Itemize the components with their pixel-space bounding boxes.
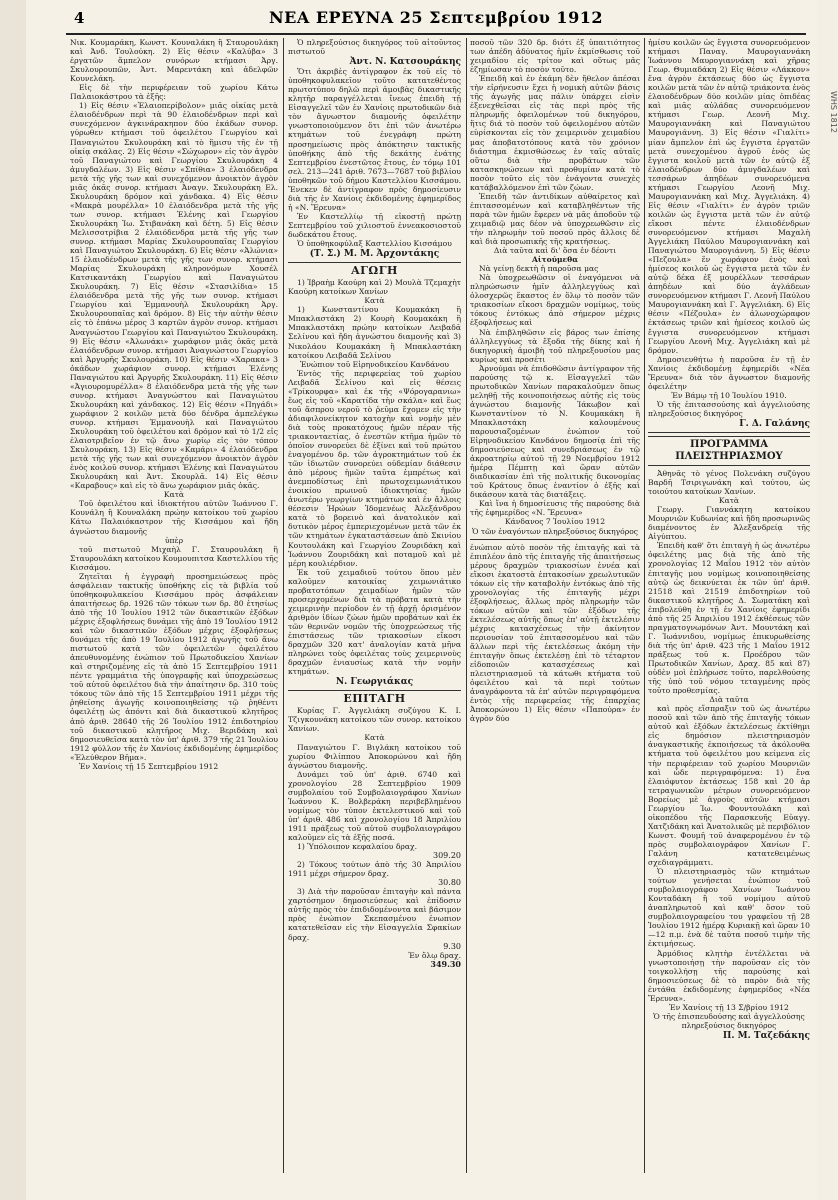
paragraph: ἐνώπιον αὐτὸ ποσὸν τῆς ἐπιταγῆς καὶ τὰ ἐπιπλέον ἀπὸ τῆς ἐπιταγῆς τῆς ἀπαιτήσεως μέρους δραχμῶν τριακοσίων ἐννέα καὶ εἴκοσι ἑκατοστὰ ἑπτακοσίων χρεωλυτικῶν τόκων εἰς τὴν καταβολὴν ἐντόκως ἀπὸ τῆς χρονολογίας τῆς ἐπιταγῆς μέχρι ἐξοφλήσεως, ἄλλως πρὸς πληρωμὴν τῶν τόκων αὐτῶν καὶ τῶν ἐξόδων τῆς ἐκτελέσεως αὐτῆς ὅπως ἐπ' αὐτῇ ἐκτελέσιν μέχρις κατασχέσεως τὴν ἀκίνητον περιουσίαν τοῦ ἐπιτασσομένου καὶ τῶν ἄλλων περὶ τῆς ἐκτελέσεως ἀκόμη τὴν ἐπιταγὴν ὅπως ἐκτελέσῃ ἐπὶ τὸ τέταρτον εἰδοποιῶν κατασχέσεως καὶ πλειστηριασμοῦ τὰ κάτωθι κτήματα τοῦ ὀφειλέτου καὶ τὰ περὶ τούτων ἀναγράφοντα τὰ ἐπ' αὐτῶν περιγραφόμενα ἐντὸς τῆς περιφερείας τῆς ἐπαρχίας Ἀποκορώνου 1) Εἰς θέσιν «Παπούρα» ἐν ἀγρὸν δύο [470,542,640,724]
paragraph: Ἐπειδὴ τῶν ἀντιδίκων αὐθαίρετος καὶ ἐπιτασσομένων καὶ καταβληθέντων τῆς παρὰ τῶν ἡμῶν ἔφερεν νὰ μᾶς ἀποδοῦν τῷ χειμαδιῷ μας δέον νὰ ὑποχρεωθῶσιν εἰς τὴν πληρωμὴν τοῦ ποσοῦ πρὸς ἄλλοις δὲ καὶ διὰ προσωπικῆς τῆς κρατήσεως. [470,191,640,247]
paragraph: Διὰ ταῦτα καὶ δι' ὅσα ἐν δέοντι [493,246,617,256]
kata-label: Κατὰ [163,490,185,500]
page-number: 4 [74,9,85,27]
column-rule [466,38,467,1173]
amount-item-value: 9.30 [443,941,461,951]
paragraph: Ἀθηνᾶς τὸ γένος Πολενάκη συζύγου Βαρδῆ Τσιριγωνάκη καὶ τούτου, ὡς τοιούτου κατοίκων Χανίων. [648,469,810,497]
signature: Γ. Δ. Γαλάνης [739,418,810,429]
column-4 [648,38,810,1173]
column-1 [70,38,278,1173]
signature: Π. Μ. Ταζεδάκης [722,1030,810,1041]
paragraph: Ἀρνούμαι νὰ ἐπιδοθῶσιν ἀντίγραφον τῆς παρούσης τῷ κ. Εἰσαγγελεῖ τῶν πρωτοδικῶν Χανίων παρακαλοῦμεν ὅπως μεληθῇ τῆς κοινοποιήσεως αὐτῆς εἰς τοὺς ἀγνώστου διαμονῆς Ἰάκωβον καὶ Κωνσταντίνον τὸ Ν. Κουμακάκη ἢ Μπακλαστάκη καλουμένους παρουσιαζομένων ἐνώπιον τοῦ Εἰρηνοδικείου Κανδάνου δημοσίᾳ ἐπὶ τῆς δημοσιεύσεως καὶ συνεδριάσεως ἐν τῷ ἀκροατηρίῳ αὐτοῦ τῇ 29 Νοεμβρίου 1912 ἡμέρᾳ Πέμπτῃ καὶ ὥραν αὐτῶν διαδικασίαν ἐπὶ τῆς πολιτικῆς δικονομίας τοῦ Κράτους ὅπως ἐναντίον ὁ ἐξῆς καὶ δικάσουν κατὰ τὰς διατάξεις. [470,363,640,500]
divider [288,262,461,263]
amount-item-label: 2) Τόκους τούτων ἀπὸ τῆς 30 Ἀπριλίου 1911 μέχρι σήμερον δραχ. [288,860,461,879]
signature: Ν. Γεωργιάκας [335,677,414,688]
paragraph: ἡμίσυ κοιλῶν ὡς ἔγγιστα συνορευόμενον κτήμασι Παναγ. Μαυρογιαννάκη Ἰωάννου Μαυρογιαννάκη καὶ χῆρας Γεωρ. Θυμιαδάκη 2) Εἰς θέσιν «Λάκκον» ἕνα ἀγρὸν ἐκτάσεως δύο ὡς ἔγγιστα κοιλῶν μετὰ τῶν ἐν αὐτῷ τριάκοντα ἑνὸς ἐλαιοδένδρων δύο κοιλῶν μίας ὀπιδέας καὶ μιᾶς αὐλάδας συνορευόμενον κτήμασι Γεωρ. Λεονῆ Μιχ. Μαυρογιαννάκη καὶ Παναγιώτου Μαυρογιάννη. 3) Εἰς θέσιν «Γιαλίτι» μίαν ἄμπελον ἐπὶ ὡς ἔγγιστα ἐργατῶν μετὰ συνεχομένου ἀγροῦ ἑνὸς ὡς ἔγγιστα κοιλοῦ μετὰ τῶν ἐν αὐτῷ ἐξ ἐλαιοδένδρων δύο ἀμυγδαλέων καὶ τεσσάρων ἀπηδέων συνορευόμενα κτήμασι Γεωργίου Λεονῆ Μιχ. Μαυρογιαννάκη καὶ Μιχ. Ἀγγελιάκη. 4) Εἰς θέσιν «Γιαλίτι» ἐν ἀγρὸν τριῶν κοιλῶν ὡς ἔγγιστα μετὰ τῶν ἐν αὐτῷ εἴκοσι πέντε ἐλαιοδένδρων συνορευόμενον κτήμασι Μαχαλὴ Ἀγγελιάκη Παύλου Μαυρογιαννάκη καὶ Παναγιώτου Μαυρογιάννη. 5) Εἰς θέσιν «Πεζουλα» ἕν χωράφιον ἑνὸς καὶ ἡμίσεος κοιλοῦ ὡς ἔγγιστα μετὰ τῶν ἐν αὐτῷ δέκα ἐξ μουρέλλων τεσσάρων ἀπηδέων καὶ δύο ἀγλάδεων συνορευόμενον κτήμασι Γ. Λεονῆ Παύλου Μαυρογιαννάκη καὶ Γ. Ἀγγελιάκη. 6) Εἰς θέσιν «Πέζουλα» ἐν ἀλωνοχώραφον ἐκτάσεως τριῶν καὶ ἡμίσεος κοιλοῦ ὡς ἔγγιστα συνορευόμενον κτήμασι Γεωργίου Λεονῆ Μιχ. Ἀγγελιάκη καὶ μὲ δρόμον. [648,38,810,355]
dateline: Κάνδανος 7 Ἰουλίου 1912 [504,517,606,527]
paragraph: Τοῦ ὀφειλέτου καὶ ἰδιοκτήτου αὐτῶν Ἰωάννου Γ. Κουνάλη ἢ Κουναλάκη πρώην κατοίκου τοῦ χωρίου Κάτω Παλαιόκαστρον τῆς Κισσάμου καὶ ἤδη ἀγνώστου διαμονῆς [70,499,278,536]
section-heading-programma: ΠΡΟΓΡΑΜΜΑ ΠΛΕΙΣΤΗΡΙΑΣΜΟΥ [648,436,810,466]
signature: (Τ. Σ.) Μ. Μ. Ἀρχοντάκης [309,249,440,260]
paragraph: Ἐπειδὴ καὶ ἐν ἐκάμη δὲν ἤθελον ἀπέσαι τὴν εἰρήνευσιν ἔχει ἡ νομικὴ αὐτῶν βάσις τῆς ἀγωγῆς μας πάλιν ὑπάρχει εἰσὶν ἐξενεχθεῖσαι εἰς τὰς περὶ πρὸς τῆς πληρωμῆς ὀφειλομένων τοῦ δικηγόρου, ἥτις διά τὸ ποσὸν τοῦ ὀφειλομένου αὐτῶν εὑρίσκονται εἰς τὸν χειμερινὸν χειμαδίου μας ἀποβατοτόπους κατὰ τὸν χρόνιον διάστημα ἐκμισθώσεως ἐν ταῖς αὐταῖς οὕτω διὰ τὴν προβάτων τῶν κατασκηνώσεων καὶ προθυμίαν κατὰ τὸ ποσὸν τοῦτο εἰς τὸν ἐνάγοντα συνεχὲς κατάβαλλόμενον ἐπὶ τῶν ζώων. [470,74,640,192]
paragraph: Ὁ τῆς ἐπιτασσούσης καὶ ἀγγελιούσης πληρεξούσιος δικηγόρος [648,399,810,418]
newspaper-title: ΝΕΑ ΕΡΕΥΝΑ 25 Σεπτεμβρίου 1912 [269,8,603,27]
paragraph: Νικ. Κουμαράκη, Κωνστ. Κουναλάκη ἢ Σταυρουλάκη καὶ Ἀνδ. Τουλούκη. 2) Εἰς θέσιν «Καλύβα» 3 ἐργατῶν ἄμπελον συνόρων κτήμασι Ἀργ. Σκυλουρουπῶν, Ἀντ. Μαρεντάκη καὶ ἀδελφῶν Κουνελάκη. [70,38,278,84]
paragraph: Ζητεῖται ἡ ἐγγραφὴ προσημειώσεως πρὸς ἀσφάλειαν τακτικῆς ὑποθήκης εἰς τὰ βιβλία τοῦ ὑποθηκοφυλακείου Κισσάμου πρὸς ἀσφάλειαν ἀπαιτήσεως δρ. 1926 τῶν τόκων των δρ. 80 ἑτησίως ἀπὸ τῆς 10 Ἰουλίου 1912 τῶν δικαστικῶν ἐξόδων μέχρις ἐξοφλήσεως δυνάμει τῆς ἀπὸ 19 Ἰουλίου 1912 καὶ τῶν δικαστικῶν ἐξόδων μέχρις ἐξοφλήσεως δυνάμει τῆς ἀπὸ 19 Ἰουλίου 1912 ἀγωγῆς τοῦ ἄνω πιστωτοῦ κατὰ τῶν ὀφειλετῶν ὀφειλέτου ἀπευθυνομένης ἐνώπιον τοῦ Πρωτοδικείου Χανίων καὶ στηριζομένης εἰς τὰ ἀπὸ 15 Σεπτεμβρίου 1911 πέντε γραμμάτια τῆς ὑπογραφῆς καὶ ὑποχρεώσεως τοῦ αὐτοῦ ὀφειλέτου διὰ τὴν ἀπαίτησιν δρ. 310 τοὺς τόκους τῶν ἀπὸ τῆς 15 Σεπτεμβρίου 1911 μέχρι τῆς ῥηθείσης ἀγωγῆς κοινοποιηθείσης τῷ ῥηθέντι ὀφειλέτῃ ὡς ἀπόντι καὶ διὰ δικαστικοῦ κλητῆρος ἀπὸ ἀριθ. 28640 τῆς 26 Ἰουλίου 1912 ἐπιδοτηρίου τοῦ δικαστικοῦ κλητῆρος Μιχ. Βεριδάκη καὶ δημοσιευθεῖσα κατὰ τὸν ὑπ' ἀριθ. 379 τῆς 21 Ἰουλίου 1912 φύλλον τῆς ἐν Χανίοις ἐκδιδομένης ἐφημερίδος «Ἐλεύθερον Βῆμα». [70,571,278,762]
paragraph: Ὅτι ἀκριβὲς ἀντίγραφον ἐκ τοῦ εἰς τὸ ὑποθηκοφυλακεῖον τοῦτο κατατεθέντος πρωτοτύπου δηλῶ περὶ ἀμοιβὰς δικαστικῆς κλητῆρ παραγγέλλεται ἴνεως ἐπειδὴ τῇ Εἰσαγγελεῖ τῶν ἐν Χανίοις πρωτοδικῶν διὰ τὸν ἄγνωστον διαμονῆς ὀφειλέτην γνωστοποιούμενον ὅτι ἐπὶ τῶν ἀνωτέρω κτημάτων τοῦ ἐνεγράφη πρώτη προσημείωσις πρὸς ἀπόκτησιν τακτικῆς ὑποθήκης ἀπὸ τῆς δεκάτης ἐνάτης Σεπτεμβρίου ἐνεστῶτος ἔτους, ἐν τόμῳ 101 σελ. 213—241 ἀριθ. 7673—7687 τοῦ βιβλίου ὑποθηκῶν τοῦ δήμου Καστελλίου Κισσάμου. Ἔνεκεν δὲ ἀντίγραφον πρὸς δημοσίευσιν διὰ τῆς ἐν Χανίοις ἐκδιδομένης ἐφημερίδος ἡ «Ν. Ἔρευνα» [288,67,461,212]
dateline: Ἐν Χανίοις τῇ 15 Σεπτεμβρίου 1912 [79,761,219,771]
paragraph: Ὁ πλειστηριασμὸς τῶν κτημάτων τούτων γενήσεται ἐνώπιον τοῦ συμβολαιογράφου Χανίων Ἰωάννου Κονταδάκη ἢ τοῦ νομίμου αὐτοῦ ἀναπληρωτοῦ καὶ καθ' ὅσον τοῦ συμβολαιογραφείου του γραφεῖου τῇ 28 Ἰουλίου 1912 ἡμέρᾳ Κυριακῇ καὶ ὥραν 10—12 π.μ. ἐνὰ δὲ ταῦτα ποσοῦ τιμὴν τῆς ἐκτιμήσεως. [648,867,811,949]
column-rule [644,38,645,1173]
paragraph: Νὰ ἐπιβληθῶσιν εἰς βάρος των ἐπίσης ἀλληλεγγύως τὰ ἔξοδα τῆς δίκης καὶ ἡ δικηγορικὴ ἀμοιβὴ τοῦ πληρεξουσίου μας κυρίως καὶ προσέτι [470,327,640,364]
dia-tauta-label: Διὰ ταῦτα [709,695,749,705]
paragraph: Ὁ τῆς ἐπισπευδούσης καὶ ἀγγελλούσης πληρεξούσιος δικηγόρος [653,1011,805,1030]
page-header [66,5,806,35]
paragraph: Ὁ πληρεξούσιος δικηγόρος τοῦ αἰτοῦντος πιστωτοῦ [288,38,461,57]
paragraph: Κυρίας Γ. Ἀγγελιάκη συζύγου Κ. Ι. Τζιγκουνάκη κατοίκου τῶν συνορ. κατοίκου Χανίων. [288,706,461,734]
section-heading-agogi: ΑΓΩΓΗ [351,264,398,278]
kata-label: Κατὰ [364,733,385,743]
paragraph: Ὁ ὑποθηκοφύλαξ Καστελλίου Κισσάμου [297,239,452,249]
paragraph: Γεωργ. Γιαννάκητη κατοίκου Μουρνιῶν Κυδωνίας καὶ ἤδη προσωρινῶς διαμένοντος ἐν Ἀλεξανδρείᾳ τῆς Αἰγύπτου. [648,505,810,542]
amount-item-value: 309.20 [433,851,461,861]
total-label: Ἐν ὅλῳ δραχ. [408,950,461,960]
paragraph: Καὶ ἵνα ἡ δημοσίευσις τῆς παρούσης διὰ τῆς ἐφημερίδος «Ν. Ἔρευνα» [470,499,640,518]
yper-label: ὑπὲρ [164,535,184,545]
signature: Ἀντ. Ν. Κατσουράκης [349,57,461,68]
paragraph: Παναγιώτου Γ. Βιγλάκη κατοίκου τοῦ χωρίου Φιλίππου Ἀποκορώνου καὶ ἤδη ἀγνώστου διαμονῆς. [288,742,461,770]
dateline: Ἐν Χανίοις τῇ 13 Σ/βρίου 1912 [669,1002,789,1012]
paragraph: Ὁ τῶν ἐναγόντων πληρεξούσιος δικηγόρος [471,526,639,536]
divider [470,539,640,540]
paragraph: Εἰς δὲ τὴν περιφέρειαν τοῦ χωρίου Κάτω Παλαιοκάστρου τὰ ἑξῆς: [70,83,278,102]
amount-item-value: 30.80 [438,878,461,888]
kata-label: Κατὰ [718,496,740,506]
dateline: Ἐν Βάμῳ τῇ 10 Ἰουλίου 1910. [671,390,787,400]
column-2 [288,38,461,1173]
paragraph: 1) Εἰς θέσιν «Ἐλαιοπερίβολον» μιᾶς οἰκίας μετὰ ἐλαιοδένδρων περὶ τὰ 90 ἐλαιοδένδρων περὶ καὶ συνεχόμενον ἀγκινάρακηπον δύο ἐκάδων συνορ. γύρωθεν κτήμασι τοῦ ὀφειλέτου Γεωργίου καὶ Παναγιώτου Σκυλουράκη καὶ τὸ ἥμισυ τῆς ἐν τῇ οἰκίᾳ σκάλας. 2) Εἰς θέσιν «Σώχωρον» εἰς τὸν ἀγρὸν τοῦ Παναγιώτου καὶ Γεωργίου Σκυλουράκη 4 ἀμυγδαλέων. 3) Εἰς θέσιν «Σπίθια» 3 ἐλαιόδενδρα μετὰ τῆς γῆς των καὶ συνεχόμενον ἀνοικτὸν ἀγρὸν μιᾶς ὀκᾶς συνορ. κτήμασι Ἀναγν. Σκυλουράκη Ελ. Σκυλουράκη δρόμον καὶ χάνδακα. 4) Εἰς θέσιν «Μακρὰ μουρέλλα» 10 ἐλαιόδενδρα μετὰ τῆς γῆς των συνορ. κτήμασι Ἑλένης καὶ Γεωργίου Σκυλουράκη Ἰω. Στιβανάκη καὶ δέτη. 5) Εἰς θέσιν Μελισσοτρίβια 2 ἐλαιόδενδρα μετὰ τῆς γῆς των συνορ. κτήμασι Μαρίας Σκυλουρουπαῖας Γεωργίου καὶ Παναγιώτου Σκυλουράκη. 6) Εἰς θέσιν «Ἀλώνια» 15 ἐλαιοδένδρων μετὰ τῆς γῆς των συνορ. κτήμασι Μαρίας Σκυλουράκη κληρονόμων Χουσέλ Κατσικαντάκη Γεωργίου καὶ Παναγιώτου Σκυλουράκη. 7) Εἰς θέσιν «Στασιλίδια» 15 ἐλαιόδενδρα μετὰ τῆς γῆς των συνορ. κτήμασι Γεωργίου καὶ Ἐμμανουὴλ Σκυλουράκη Ἀργ. Σκυλουρουπαῖας καὶ δρόμον. 8) Εἰς τὴν αὐτὴν θέσιν εἰς τὸ ἐπάνω μέρος 3 καρτῶν ἀγρὸν συνορ. κτήμασι Ἀναγνώστου Γεωργίου καὶ Παναγιώτου Σκυλουράκη. 9) Εἰς θέσιν «Ἀλωνάκι» χωράφιον μιᾶς ὀκᾶς μετὰ ἐλαιόδενδρων συνορ. κτήμασι Ἀναγνώστου Γεωργίου καὶ Ἀργυρῆς Σκυλουράκη. 10) Εἰς θέσιν «Χαρακα» 3 ὀκάδων χωράφιον συνορ. κτήμασι Ἑλένης Παναγιώτου καὶ Ἀργυρῆς Σκυλουράκη. 11) Εἰς θέσιν «Ἀγιουρομυρέλλα» 8 ἐλαιόδενδρα μετὰ τῆς γῆς των συνορ. κτήμασι Ἀναγνώστου καὶ Παναγιώτου Σκυλουράκη καὶ χάνδακος. 12) Εἰς θέσιν «Πηγάδι» χωράφιον 2 κοιλῶν μετὰ δύο δένδρα ἀμπελέγκω συνορ. κτήμασι Ἐμμανουὴλ καὶ Παναγιώτου Σκυλουράκη τοῦ ὀφειλέτου καὶ δρόμον καὶ τὸ 1/2 εἰς ἐλαιοτριβεῖον ἐν τῷ ἄνω χωρίῳ εἰς τὸν τόπον Σκυλουράκη. 13) Εἰς θέσιν «Καμάρι» 4 ἐλαιόδενδρα μετὰ τῆς γῆς των καὶ συνεχόμενον ἀνοικτὸν ἀγρὸν ἑνὸς κοιλοῦ συνορ. κτήμασι Ἑλένης καὶ Παναγιώτου Σκυλουράκη καὶ Ἀντ. Σκουρλᾶ. 14) Εἰς θέσιν «Καραβους» καὶ εἰς τὸ ἄνω χωράφιον μιᾶς ὀκᾶς. [70,101,278,491]
section-heading-epitagi: ΕΠΙΤΑΓΗ [343,692,406,706]
paragraph: 1) Κωνσταντίνου Κουμακάκη ἢ Μπακλαστάκη 2) Κουρὴ Κουμακάκη ἢ Μπακλαστάκη πρώην κατοίκων Λειβαδᾶ Σελίνου καὶ ἤδη ἀγνώστου διαμονῆς καὶ 3) Νικολάου Κουμακάκη ἢ Μπακλαστάκη κατοίκου Λειβαδᾶ Σελίνου [288,305,461,360]
paragraph: Ἐν Καστελλίῳ τῇ εἰκοστῇ πρώτῃ Σεπτεμβρίου τοῦ χιλιοστοῦ ἐννεακοσιοστοῦ δωδεκάτου ἔτους. [288,211,461,239]
paragraph: Ἐπειδὴ καθ' ὅτι ἐπιταγὴ ἡ ὡς ἀνωτέρω ὀφειλέτης μας διὰ τῆς ἀπὸ τῆς χρονολογίας 12 Μαΐου 1912 τὸν αὐτὸν ἐπιταγῆς μου νομίμως κοινοποιηθείσης αὐτῷ ὡς δεικνύεται ἐκ τῶν ὑπ' ἀριθ. 21518 καὶ 21519 ἐπιδοτηρίων τοῦ δικαστικοῦ κλητῆρος Δ. Σωματάκη καὶ ἐπιβολεύθη ἐν τῇ ἐν Χανίοις ἐφημερίδι ἀπὸ τῆς 25 Ἀπριλίου 1912 ἐκθέσεως τῶν πραγματογνωμόνων Ἀντ. Μουντάκη καὶ Γ. Ἰωάννιδου, νομίμως ἐπικυρωθείσης διὰ τῆς ὑπ' ἀριθ. 423 τῆς 1 Μαΐου 1912 πράξεως τοῦ κ. Προέδρου τῶν Πρωτοδικῶν Χανίων, Δραχ. 85 καὶ 87) οὐδὲν μοὶ ἐπλήρωσε τοῦτο, παρελθούσης τῆς ὑπὸ τοῦ νόμου τεταγμένης πρὸς τοῦτο προθεσμίας. [648,541,810,696]
aitoumetha-label: Αἰτούμεθα [531,255,579,265]
total-value: 349.30 [430,958,461,969]
edge-stamp: WHS 1812 [829,91,838,133]
paragraph: τοῦ πιστωτοῦ Μιχαὴλ Γ. Σταυρουλάκη ἢ Σταυρουλάκη κατοίκου Κουμουπιτσα Καστελλίου τῆς Κισσάμου. [70,544,278,572]
paragraph: Ἀρμόδιος κλητὴρ ἐντέλλεται νὰ γνωστοποιήσῃ τὴν παροῦσαν εἰς τὸν τοιγκολλήσῃ τῆς παρούσης καὶ δημοσιεύσεως δὲ τὸ παρὸν διὰ τῆς ἐντάθα ἐκδιδομένης ἐφημερίδος «Νέα Ἔρευνα». [648,948,810,1003]
amount-item-label: 3) Διὰ τὴν παροῦσαν ἐπιταγὴν καὶ πάντα χαρτόσημον δημοσιεύσεως καὶ ἐπίδοσιν αὐτῆς πρὸς τὸν ἐπιδιδομένοντα καὶ βάσιμον πρὸς ἐνώπιον Σκεπασμένου ἐνωπιον κατατεθεῖσαν εἰς τὴν Εἰσαγγελία Σφακίων δραχ. [288,887,461,942]
kata-label: Κατὰ [364,296,385,306]
divider [648,432,810,433]
column-rule [283,38,284,1173]
paragraph: Νὰ ὑποχρεωθῶσιν οἱ ἐναγόμενοι νὰ πληρώσωσιν ἡμῖν ἀλληλεγγύως καὶ ὁλοσχερῶς ἕκαστος ἐν ὅλῳ τὸ ποσὸν τῶν τριακοσίων εἴκοσι δραχμῶν νομίμως, τοὺς τόκους ἐντόκως ἀπὸ σήμερον μέχρις ἐξοφλήσεως καὶ [470,273,640,328]
column-3 [470,38,640,1173]
paragraph: Ἐκ τοῦ χειμαδιοῦ τούτου ὅπου μὲν καλοῦμεν κατοικίας χειμωνιάτικο προβατοτόπων χειμαδίων ἡμῶν τῶν προσερχομένων διὰ τὰ πρόβατα κατὰ τὴν χειμερινὴν περίοδον ἐν τῇ ἀρχῇ ὁρισμένον ἀριθμὸν ἰδίων ζώων ἡμῶν προβάτων καὶ ἐκ τῶν θερινῶν νομῶν τῆς ὑποχρεώσεως τῆς ἐπιστάσεως τῶν τριακοσίων εἴκοσι δραχμῶν 320 κατ' ἀναλογίαν κατὰ μῆνα πληρώνει τοὺς ὀφειλέτας τοὺς χειμερινοὺς δραχμῶν ἐνιαυσίως κατὰ τὴν νομὴν κτημάτων. [288,567,461,677]
paragraph: Νὰ γείνῃ δεκτὴ ἡ παροῦσα μας [479,264,599,274]
paragraph: ποσοῦ τῶν 320 δρ. διότι ἐξ ὑπαιτιότητος των ἀπέδη ἀδύνατος ἡμῖν ἐκμίσθωσις τοῦ χειμαδίου εἰς τρίτον καὶ οὕτως μᾶς ἐζημίωσαν τὸ ποσὸν τοῦτο. [470,38,640,75]
paragraph: Ἐντὸς τῆς περιφερείας τοῦ χωρίου Λειβαδᾶ Σελίνου καὶ εἰς θέσεις «Τρίκουρφα» καὶ ἐκ τῆς «Ψόρογαρανιω» ἕως εἰς τοῦ «Καρατίδα τὴν σκάλα» καὶ ἕως τοῦ ἄσπρου νεροῦ τὸ ῥεῦμα ἔχομεν εἰς τὴν ἀδιαφιλονείκητον κατοχὴν καὶ νομὴν μὲν διὰ τοὺς προκατόχους ἡμῶν πέραν τῆς τριακονταετίας, ὁ ἐνεστῶν κτῆμα ἡμῶν τὸ ὁποῖον συνορεύει δὲ ἐξίνει καὶ τοῦ πρώτου ἐναγομένου δρ. τῶν ἀγροκτημάτων τοῦ ἐκ τῶν ἰδιωτῶν συνορεύει οὐδεμίαν διάθεσιν ἀπὸ μέρους ἡμῶν ταῦτα ἐμπρέτως καὶ ἀνεμποδίστως ἐπὶ πρωτοχειμωνιάτικου ἐνοικίου πρωινοῦ ἰδιοκτησίας ἡμῶν ἀνωτέρω γεωργίων κτημάτων καὶ ἐν ἄλλοις θέσεσιν Ἡρώων Ἰδομενέως Ἀλεξάνδρου κατὰ τὸ βορεινὸ καὶ ἀνατολικὸν καὶ δυτικὸν μέρος ἐμπεριεχομένων μετὰ τῶν ἐκ τῶν κτημάτων ἐγκαταστάσεων ἀπὸ Σκινίου Κουτουλάκη καὶ Γεωργίου Ζουριδάκη καὶ Ἰωάννου Ζουριδάκη καὶ ποταμοῦ καὶ μὲ μέρη κουλιέρδιον. [288,368,461,568]
paragraph: Δυνάμει τοῦ ὑπ' ἀριθ. 6740 καὶ χρονολογίου 28 Σεπτεμβρίου 1909 συμβολαίου τοῦ Συμβολαιογράφου Χανίων Ἰωάννου Κ. Βολβεράκη περιβεβλημένου νομίμως τὸν τύπον ἐκτελεστικοῦ καὶ τοῦ ὑπ' ἀριθ. 486 καὶ χρονολογίου 18 Ἀπριλίου 1911 πράξεως τοῦ αὐτοῦ συμβολαιογράφου καλοῦμεν εἰς τὰ ἑξῆς ποσά. [288,769,461,842]
paragraph: 1) Ἰβραὴμ Καούρη καὶ 2) Μουλὰ Τζεμαχὴτ Καούρη κατοίκων Χανίων [288,278,461,297]
divider [288,690,461,691]
paragraph: Δημοσιευθήτω ἡ παροῦσα ἐν τῇ ἐν Χανίοις ἐκδιδομένῃ ἐφημερίδι «Νέα Ἔρευνα» διὰ τὸν ἄγνωστον διαμονῆς ὀφειλέτην [648,354,810,391]
paragraph: καὶ πρὸς εἴσπραξιν τοῦ ὡς ἀνωτέρω ποσοῦ καὶ τῶν ἀπὸ τῆς ἐπιταγῆς τόκων αὐτοῦ καὶ ἐξόδων ἐκτελέσεως ἐκτίθημι εἰς δημόσιον πλειστηριασμὸν ἀναγκαστικῆς ἐκποιήσεως τὰ ἀκόλουθα κτήματα τοῦ ὀφειλέτου μου κείμενα εἰς τὴν περιφέρειαν τοῦ χωρίου Μουρνιῶν καὶ ὧδε περιγραφόμενα: 1) ἔνα ἐλαιόφυτον ἐκτάσεως 158 καὶ 20 ἀρ τετραγωνικῶν μέτρων συνορευόμενον Βορείως μὲ ἀγροὺς αὐτῶν κτήμασι Γεωργίου Ἰω. Φουντουλάκη καὶ οἰκοπέδου τῆς Παρασκευῆς Εὐαγγ. Χατζιδάκη καὶ Ἀνατολικῶς μὲ περιβόλιον Κωνστ. Φουμῆ τοῦ ἀναφερομένου ἐν τῷ πρὸς συμβολαιογράφον Χανίων Γ. Γαλάνη κατατεθειμένως σχεδιαγράμματι. [648,704,810,868]
court-label: Ἐνώπιον τοῦ Εἰρηνοδικείου Κανδάνου [299,359,450,369]
amount-item-label: 1) Ὑπόλοιπον κεφαλαίου δραχ. [297,842,418,852]
